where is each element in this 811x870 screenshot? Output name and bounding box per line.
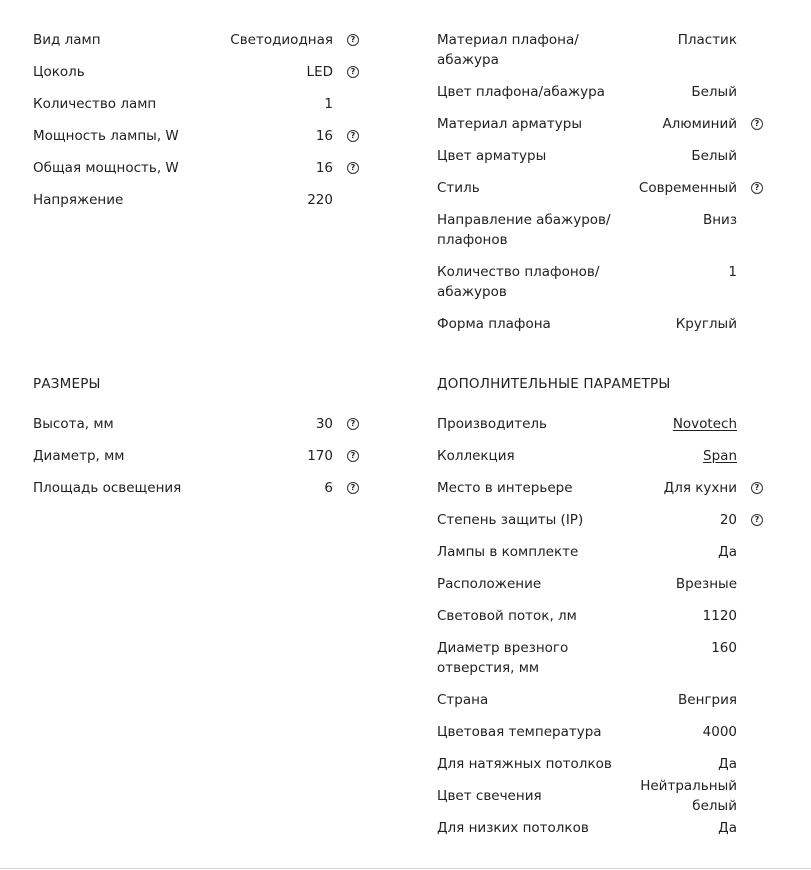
spec-label: Лампы в комплекте [437,544,579,560]
spec-value: Врезные [675,576,737,592]
extra-params-section [437,374,767,850]
spec-label: Количество ламп [33,96,157,112]
spec-label: Стиль [437,180,480,196]
spec-row [437,574,767,594]
spec-row [437,722,767,742]
divider [0,868,811,869]
spec-row [437,510,767,530]
spec-row [437,210,767,250]
spec-row [437,114,767,134]
general-specs-right [437,30,767,346]
spec-label: Форма плафона [437,316,551,332]
help-icon[interactable]: ? [751,182,763,194]
spec-value: Круглый [675,316,737,332]
spec-label: Световой поток, лм [437,608,577,624]
spec-label: Расположение [437,576,542,592]
spec-value: Для кухни [663,480,737,496]
spec-value: 220 [307,192,333,208]
spec-row [437,478,767,498]
help-icon[interactable]: ? [347,34,359,46]
spec-row [33,94,363,114]
spec-row [33,446,363,466]
spec-row [437,178,767,198]
spec-row [437,446,767,466]
dimensions-section [33,374,363,510]
spec-row [33,414,363,434]
spec-label: Площадь освещения [33,480,182,496]
spec-row [437,818,767,838]
help-icon[interactable]: ? [347,66,359,78]
spec-label: Для низких потолков [437,820,589,836]
spec-row [33,478,363,498]
help-icon[interactable]: ? [751,482,763,494]
general-specs-left [33,30,363,222]
spec-label: Материал плафона/абажура [437,32,579,68]
help-icon[interactable]: ? [347,418,359,430]
spec-value: 16 [315,128,333,144]
spec-row [437,146,767,166]
spec-row [437,30,767,70]
spec-value: 30 [315,416,333,432]
spec-value: 1 [728,264,737,280]
spec-row [437,778,767,814]
spec-value: Да [718,544,737,560]
spec-row [437,606,767,626]
spec-label: Место в интерьере [437,480,573,496]
spec-value: Современный [638,180,737,196]
spec-row [33,158,363,178]
spec-row [33,62,363,82]
spec-value: Белый [691,148,737,164]
spec-label: Направление абажуров/ плафонов [437,212,611,248]
spec-label: Страна [437,692,489,708]
spec-value: 1120 [702,608,737,624]
spec-label: Напряжение [33,192,124,208]
spec-row [437,82,767,102]
help-icon[interactable]: ? [347,130,359,142]
spec-value: 6 [324,480,333,496]
spec-label: Количество плафонов/ абажуров [437,264,600,300]
spec-value: Да [718,820,737,836]
spec-label: Материал арматуры [437,116,583,132]
dimensions-list [33,414,363,498]
spec-row [437,314,767,334]
dimensions-title: РАЗМЕРЫ [33,376,101,392]
spec-value-link[interactable]: Novotech [672,416,737,432]
spec-value: Да [718,756,737,772]
help-icon[interactable]: ? [751,514,763,526]
spec-row [437,262,767,302]
spec-value: Нейтральный белый [640,778,737,814]
help-icon[interactable]: ? [751,118,763,130]
spec-value: Белый [691,84,737,100]
spec-label: Цоколь [33,64,85,80]
spec-label: Мощность лампы, W [33,128,179,144]
spec-label: Высота, мм [33,416,114,432]
spec-row [437,690,767,710]
spec-label: Для натяжных потолков [437,756,612,772]
spec-value: 1 [324,96,333,112]
spec-value: Вниз [702,212,737,228]
spec-label: Вид ламп [33,32,101,48]
spec-label: Общая мощность, W [33,160,179,176]
spec-row [437,638,767,678]
spec-label: Цвет плафона/абажура [437,84,605,100]
spec-value: 20 [719,512,737,528]
help-icon[interactable]: ? [347,450,359,462]
spec-row [33,126,363,146]
spec-label: Производитель [437,416,548,432]
spec-row [33,30,363,50]
spec-label: Цвет арматуры [437,148,547,164]
spec-value: LED [306,64,333,80]
spec-value: 4000 [702,724,737,740]
spec-row [437,414,767,434]
spec-label: Коллекция [437,448,515,464]
help-icon[interactable]: ? [347,482,359,494]
spec-row [437,542,767,562]
spec-label: Цветовая температура [437,724,602,740]
spec-value: Светодиодная [230,32,333,48]
spec-value: Алюминий [662,116,737,132]
spec-value: Венгрия [678,692,737,708]
extra-params-list [437,414,767,838]
spec-label: Степень защиты (IP) [437,512,584,528]
spec-value: 170 [307,448,333,464]
spec-label: Цвет свечения [437,788,542,804]
extra-params-title: ДОПОЛНИТЕЛЬНЫЕ ПАРАМЕТРЫ [437,376,671,392]
spec-value: 16 [315,160,333,176]
spec-value: Пластик [677,32,737,48]
spec-value: 160 [711,640,737,656]
help-icon[interactable]: ? [347,162,359,174]
spec-row [33,190,363,210]
spec-label: Диаметр врезного отверстия, мм [437,640,569,676]
spec-label: Диаметр, мм [33,448,125,464]
spec-value-link[interactable]: Span [703,448,737,464]
spec-row [437,754,767,774]
